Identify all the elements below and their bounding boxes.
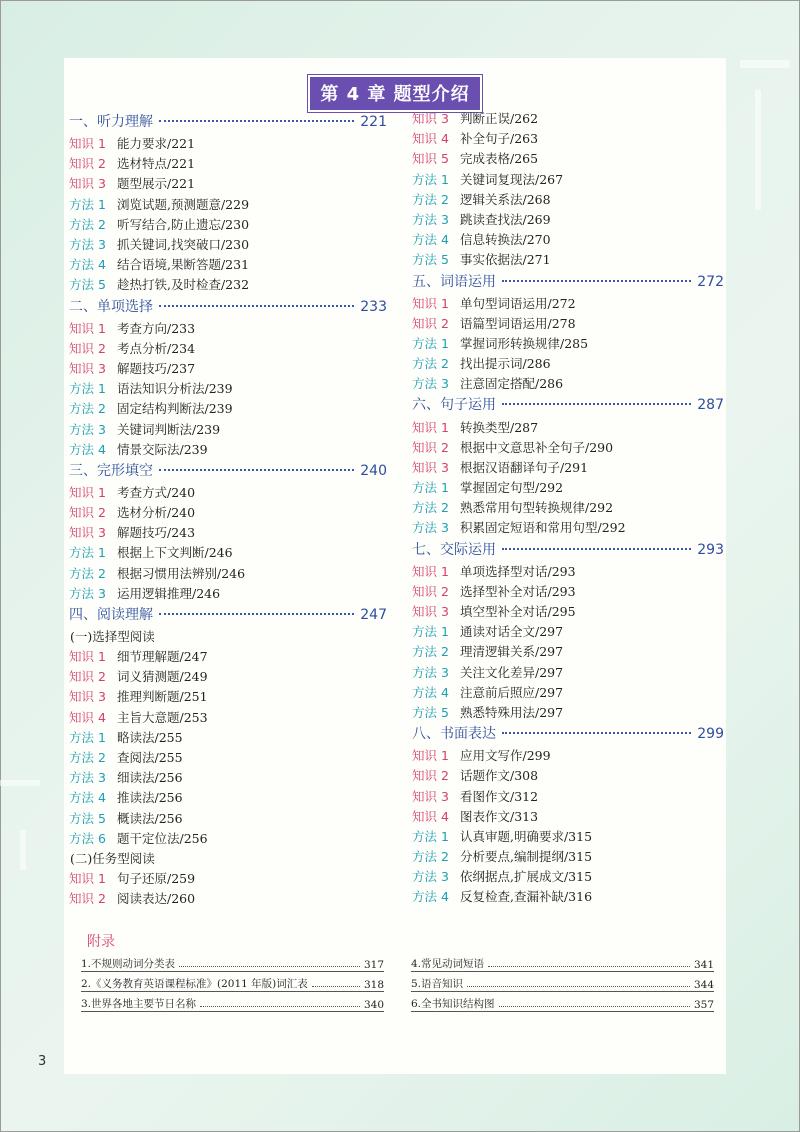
knowledge-tag: 知识 2 [69, 156, 106, 172]
knowledge-tag: 知识 4 [412, 808, 449, 824]
entry-text: 掌握固定句型/292 [460, 480, 564, 496]
knowledge-tag: 知识 3 [412, 459, 449, 475]
method-tag: 方法 1 [412, 171, 449, 187]
dot-leader [200, 1006, 360, 1007]
entry-text: 根据汉语翻译句子/291 [460, 459, 589, 475]
appendix-entry-text: 6.全书知识结构图 [411, 998, 495, 1010]
toc-entry[interactable] [412, 108, 724, 128]
dot-leader [502, 403, 691, 405]
appendix-page-number: 357 [693, 999, 714, 1011]
entry-text: 依纲据点,扩展成文/315 [460, 869, 593, 885]
toc-entry[interactable] [69, 747, 387, 767]
toc-entry[interactable] [69, 318, 387, 338]
appendix-title: 附录 [87, 934, 115, 950]
entry-text: 结合语境,果断答题/231 [117, 257, 250, 273]
method-tag: 方法 4 [412, 232, 449, 248]
toc-entry[interactable] [412, 293, 724, 313]
entry-text: 情景交际法/239 [117, 441, 208, 457]
toc-section-heading[interactable] [69, 604, 387, 626]
entry-text: 单句型词语运用/272 [460, 295, 576, 311]
appendix-page-number: 340 [363, 999, 384, 1011]
method-tag: 方法 3 [69, 770, 106, 786]
method-tag: 方法 3 [412, 520, 449, 536]
toc-entry[interactable] [69, 646, 387, 666]
toc-entry[interactable] [69, 666, 387, 686]
toc-entry[interactable] [69, 727, 387, 747]
toc-entry[interactable] [69, 767, 387, 787]
method-tag: 方法 1 [412, 828, 449, 844]
toc-entry[interactable] [412, 581, 724, 601]
method-tag: 方法 1 [69, 729, 106, 745]
entry-text: 完成表格/265 [460, 151, 539, 167]
method-tag: 方法 2 [69, 216, 106, 232]
entry-text: 理清逻辑关系/297 [460, 644, 564, 660]
entry-text: 词义猜测题/249 [117, 669, 208, 685]
appendix-entry[interactable] [411, 992, 714, 1012]
section-page-number: 293 [697, 541, 724, 558]
toc-section-heading[interactable] [69, 111, 387, 133]
section-page-number: 221 [360, 114, 387, 130]
toc-entry[interactable] [412, 437, 724, 457]
toc-entry[interactable] [412, 826, 724, 846]
knowledge-tag: 知识 3 [412, 111, 449, 127]
entry-text: 信息转换法/270 [460, 232, 551, 248]
toc-entry[interactable] [69, 398, 387, 418]
knowledge-tag: 知识 1 [69, 320, 106, 336]
toc-entry[interactable] [412, 561, 724, 581]
entry-text: 听写结合,防止遗忘/230 [117, 216, 250, 232]
entry-text: 应用文写作/299 [460, 748, 551, 764]
method-tag: 方法 4 [69, 790, 106, 806]
entry-text: 补全句子/263 [460, 131, 539, 147]
method-tag: 方法 2 [412, 500, 449, 516]
knowledge-tag: 知识 2 [69, 669, 106, 685]
decor-stripe [0, 780, 40, 786]
toc-entry[interactable] [412, 806, 724, 826]
toc-entry[interactable] [412, 313, 724, 333]
decor-stripe [755, 90, 761, 210]
toc-entry[interactable] [69, 482, 387, 502]
appendix-right-list [411, 952, 714, 1012]
entry-text: 填空型补全对话/295 [460, 604, 576, 620]
toc-entry[interactable] [412, 229, 724, 249]
entry-text: 略读法/255 [117, 729, 183, 745]
page-number: 3 [38, 1054, 47, 1069]
entry-text: 根据中文意思补全句子/290 [460, 439, 614, 455]
method-tag: 方法 3 [69, 237, 106, 253]
entry-text: 解题技巧/237 [117, 360, 196, 376]
toc-entry[interactable] [412, 333, 724, 353]
toc-section-heading[interactable] [412, 723, 724, 745]
entry-text: 关键词判断法/239 [117, 421, 221, 437]
knowledge-tag: 知识 1 [69, 136, 106, 152]
entry-text: 题干定位法/256 [117, 830, 208, 846]
dot-leader [488, 966, 690, 967]
method-tag: 方法 1 [69, 196, 106, 212]
toc-entry[interactable] [412, 373, 724, 393]
knowledge-tag: 知识 3 [69, 525, 106, 541]
toc-entry[interactable] [69, 153, 387, 173]
entry-text: 事实依据法/271 [460, 252, 551, 268]
knowledge-tag: 知识 1 [412, 748, 449, 764]
toc-entry[interactable] [69, 439, 387, 459]
toc-entry[interactable] [412, 353, 724, 373]
toc-entry[interactable] [412, 169, 724, 189]
chapter-title: 第 4 章 题型介绍 [308, 75, 481, 112]
method-tag: 方法 3 [412, 212, 449, 228]
toc-entry[interactable] [69, 888, 387, 908]
toc-entry[interactable] [412, 641, 724, 661]
method-tag: 方法 5 [412, 252, 449, 268]
entry-text: 概读法/256 [117, 810, 183, 826]
entry-text: 题型展示/221 [117, 176, 196, 192]
entry-text: 注意固定搭配/286 [460, 376, 564, 392]
toc-entry[interactable] [69, 563, 387, 583]
toc-entry[interactable] [412, 866, 724, 886]
method-tag: 方法 2 [412, 644, 449, 660]
dot-leader [312, 986, 360, 987]
entry-text: 选材特点/221 [117, 156, 196, 172]
method-tag: 方法 2 [412, 356, 449, 372]
knowledge-tag: 知识 2 [69, 340, 106, 356]
toc-entry[interactable] [69, 707, 387, 727]
method-tag: 方法 3 [69, 421, 106, 437]
appendix-entry[interactable] [411, 952, 714, 972]
chapter-header [64, 75, 726, 112]
toc-entry[interactable] [412, 745, 724, 765]
toc-entry[interactable] [412, 846, 724, 866]
entry-text: 选材分析/240 [117, 505, 196, 521]
entry-text: 语篇型词语运用/278 [460, 315, 576, 331]
toc-entry[interactable] [69, 787, 387, 807]
knowledge-tag: 知识 3 [412, 788, 449, 804]
method-tag: 方法 3 [412, 376, 449, 392]
entry-text: 语法知识分析法/239 [117, 381, 233, 397]
section-page-number: 287 [697, 397, 724, 414]
knowledge-tag: 知识 4 [69, 709, 106, 725]
entry-text: 图表作文/313 [460, 808, 539, 824]
knowledge-tag: 知识 2 [412, 439, 449, 455]
toc-entry[interactable] [69, 274, 387, 294]
toc-entry[interactable] [69, 542, 387, 562]
entry-text: 话题作文/308 [460, 768, 539, 784]
entry-text: 判断正误/262 [460, 111, 539, 127]
entry-text: 运用逻辑推理/246 [117, 585, 221, 601]
toc-section-heading[interactable] [412, 394, 724, 416]
dot-leader [159, 305, 354, 307]
appendix-left-list [81, 952, 384, 1012]
appendix-entry-text: 2.《义务教育英语课程标准》(2011 年版)词汇表 [81, 978, 308, 990]
entry-text: 掌握词形转换规律/285 [460, 335, 589, 351]
method-tag: 方法 6 [69, 830, 106, 846]
entry-text: 考查方向/233 [117, 320, 196, 336]
entry-text: 考点分析/234 [117, 340, 196, 356]
dot-leader [159, 120, 354, 122]
entry-text: 主旨大意题/253 [117, 709, 208, 725]
knowledge-tag: 知识 2 [412, 583, 449, 599]
method-tag: 方法 1 [412, 480, 449, 496]
section-title: 八、书面表达 [412, 726, 496, 743]
toc-entry[interactable] [69, 358, 387, 378]
entry-text: 考查方式/240 [117, 484, 196, 500]
method-tag: 方法 2 [69, 401, 106, 417]
knowledge-tag: 知识 2 [69, 505, 106, 521]
entry-text: 单项选择型对话/293 [460, 563, 576, 579]
appendix-page-number: 318 [363, 979, 384, 991]
method-tag: 方法 1 [412, 335, 449, 351]
toc-entry[interactable] [412, 662, 724, 682]
toc-entry[interactable] [69, 418, 387, 438]
entry-text: 熟悉常用句型转换规律/292 [460, 500, 614, 516]
toc-entry[interactable] [69, 807, 387, 827]
entry-text: 固定结构判断法/239 [117, 401, 233, 417]
entry-text: 浏览试题,预测题意/229 [117, 196, 250, 212]
method-tag: 方法 4 [69, 257, 106, 273]
toc-subsection[interactable]: (一)选择型阅读 [70, 628, 155, 644]
section-page-number: 247 [360, 606, 387, 623]
method-tag: 方法 1 [69, 545, 106, 561]
toc-entry[interactable] [69, 338, 387, 358]
entry-text: 选择型补全对话/293 [460, 583, 576, 599]
toc-right-column [412, 108, 724, 907]
toc-entry[interactable] [69, 868, 387, 888]
toc-entry[interactable] [412, 702, 724, 722]
toc-entry[interactable] [69, 502, 387, 522]
entry-text: 积累固定短语和常用句型/292 [460, 520, 626, 536]
entry-text: 推读法/256 [117, 790, 183, 806]
entry-text: 注意前后照应/297 [460, 684, 564, 700]
toc-entry[interactable] [412, 785, 724, 805]
method-tag: 方法 4 [69, 441, 106, 457]
entry-text: 根据上下文判断/246 [117, 545, 233, 561]
method-tag: 方法 3 [412, 664, 449, 680]
appendix-entry[interactable] [81, 992, 384, 1012]
section-title: 七、交际运用 [412, 541, 496, 558]
knowledge-tag: 知识 5 [412, 151, 449, 167]
toc-subsection[interactable]: (二)任务型阅读 [70, 850, 155, 866]
dot-leader [179, 966, 360, 967]
section-page-number: 240 [360, 462, 387, 479]
toc-section-heading[interactable] [69, 296, 387, 318]
toc-entry[interactable] [69, 214, 387, 234]
entry-text: 熟悉特殊用法/297 [460, 704, 564, 720]
knowledge-tag: 知识 1 [69, 649, 106, 665]
entry-text: 阅读表达/260 [117, 891, 196, 907]
toc-entry[interactable] [412, 517, 724, 537]
toc-entry[interactable] [69, 234, 387, 254]
appendix-page-number: 344 [693, 979, 714, 991]
entry-text: 趁热打铁,及时检查/232 [117, 277, 250, 293]
knowledge-tag: 知识 1 [412, 563, 449, 579]
toc-entry[interactable] [412, 886, 724, 906]
dot-leader [467, 986, 690, 987]
entry-text: 看图作文/312 [460, 788, 539, 804]
entry-text: 推理判断题/251 [117, 689, 208, 705]
knowledge-tag: 知识 2 [412, 768, 449, 784]
toc-entry[interactable] [412, 682, 724, 702]
entry-text: 转换类型/287 [460, 419, 539, 435]
toc-entry[interactable] [412, 601, 724, 621]
decor-stripe [20, 830, 26, 870]
toc-entry[interactable] [412, 621, 724, 641]
entry-text: 找出提示词/286 [460, 356, 551, 372]
method-tag: 方法 5 [69, 810, 106, 826]
appendix-entry-text: 1.不规则动词分类表 [81, 958, 176, 970]
section-title: 六、句子运用 [412, 397, 496, 414]
toc-entry[interactable] [412, 249, 724, 269]
toc-section-heading[interactable] [412, 271, 724, 293]
knowledge-tag: 知识 1 [69, 870, 106, 886]
entry-text: 关键词复现法/267 [460, 171, 564, 187]
entry-text: 通读对话全文/297 [460, 624, 564, 640]
section-page-number: 299 [697, 726, 724, 743]
entry-text: 跳读查找法/269 [460, 212, 551, 228]
toc-entry[interactable] [69, 686, 387, 706]
knowledge-tag: 知识 1 [412, 419, 449, 435]
toc-entry[interactable] [69, 583, 387, 603]
toc-entry[interactable] [412, 189, 724, 209]
entry-text: 抓关键词,找突破口/230 [117, 237, 250, 253]
method-tag: 方法 2 [69, 749, 106, 765]
entry-text: 查阅法/255 [117, 749, 183, 765]
toc-entry[interactable] [412, 497, 724, 517]
method-tag: 方法 5 [412, 704, 449, 720]
appendix-page-number: 317 [363, 959, 384, 971]
appendix-page-number: 341 [693, 959, 714, 971]
entry-text: 细节理解题/247 [117, 649, 208, 665]
toc-page [64, 58, 726, 1074]
knowledge-tag: 知识 3 [69, 689, 106, 705]
method-tag: 方法 2 [69, 565, 106, 581]
entry-text: 关注文化差异/297 [460, 664, 564, 680]
section-title: 四、阅读理解 [69, 606, 153, 623]
knowledge-tag: 知识 1 [412, 295, 449, 311]
section-title: 五、词语运用 [412, 273, 496, 290]
appendix-entry[interactable] [81, 952, 384, 972]
toc-entry[interactable] [412, 765, 724, 785]
decor-stripe [740, 60, 790, 68]
toc-entry[interactable] [412, 209, 724, 229]
toc-entry[interactable] [69, 378, 387, 398]
toc-entry[interactable] [412, 128, 724, 148]
dot-leader [502, 548, 691, 550]
toc-entry[interactable] [69, 828, 387, 848]
appendix-entry-text: 5.语音知识 [411, 978, 464, 990]
entry-text: 细读法/256 [117, 770, 183, 786]
section-title: 三、完形填空 [69, 462, 153, 479]
toc-section-heading[interactable] [412, 539, 724, 561]
dot-leader [502, 732, 691, 734]
section-page-number: 233 [360, 298, 387, 315]
method-tag: 方法 4 [412, 684, 449, 700]
toc-entry[interactable] [412, 477, 724, 497]
toc-entry[interactable] [412, 148, 724, 168]
dot-leader [159, 469, 354, 471]
toc-entry[interactable] [69, 522, 387, 542]
method-tag: 方法 1 [69, 381, 106, 397]
method-tag: 方法 3 [412, 869, 449, 885]
section-title: 一、听力理解 [69, 114, 153, 130]
toc-entry[interactable] [69, 133, 387, 153]
toc-entry[interactable] [69, 194, 387, 214]
method-tag: 方法 1 [412, 624, 449, 640]
knowledge-tag: 知识 4 [412, 131, 449, 147]
method-tag: 方法 2 [412, 849, 449, 865]
toc-entry[interactable] [69, 173, 387, 193]
entry-text: 逻辑关系法/268 [460, 191, 551, 207]
entry-text: 能力要求/221 [117, 136, 196, 152]
knowledge-tag: 知识 1 [69, 484, 106, 500]
appendix-entry-text: 4.常见动词短语 [411, 958, 485, 970]
entry-text: 根据习惯用法辨别/246 [117, 565, 246, 581]
dot-leader [502, 280, 691, 282]
dot-leader [499, 1006, 690, 1007]
entry-text: 认真审题,明确要求/315 [460, 828, 593, 844]
section-page-number: 272 [697, 273, 724, 290]
method-tag: 方法 2 [412, 191, 449, 207]
entry-text: 反复检查,查漏补缺/316 [460, 889, 593, 905]
method-tag: 方法 3 [69, 585, 106, 601]
knowledge-tag: 知识 3 [69, 176, 106, 192]
section-title: 二、单项选择 [69, 298, 153, 315]
knowledge-tag: 知识 3 [69, 360, 106, 376]
toc-left-column [69, 110, 387, 908]
appendix-entry-text: 3.世界各地主要节日名称 [81, 998, 197, 1010]
knowledge-tag: 知识 2 [69, 891, 106, 907]
toc-section-heading[interactable] [69, 460, 387, 482]
knowledge-tag: 知识 3 [412, 604, 449, 620]
entry-text: 句子还原/259 [117, 870, 196, 886]
appendix-entry[interactable] [81, 972, 384, 992]
toc-entry[interactable] [412, 457, 724, 477]
knowledge-tag: 知识 2 [412, 315, 449, 331]
method-tag: 方法 5 [69, 277, 106, 293]
toc-entry[interactable] [69, 254, 387, 274]
toc-entry[interactable] [412, 416, 724, 436]
entry-text: 分析要点,编制提纲/315 [460, 849, 593, 865]
dot-leader [159, 613, 354, 615]
method-tag: 方法 4 [412, 889, 449, 905]
appendix-entry[interactable] [411, 972, 714, 992]
entry-text: 解题技巧/243 [117, 525, 196, 541]
